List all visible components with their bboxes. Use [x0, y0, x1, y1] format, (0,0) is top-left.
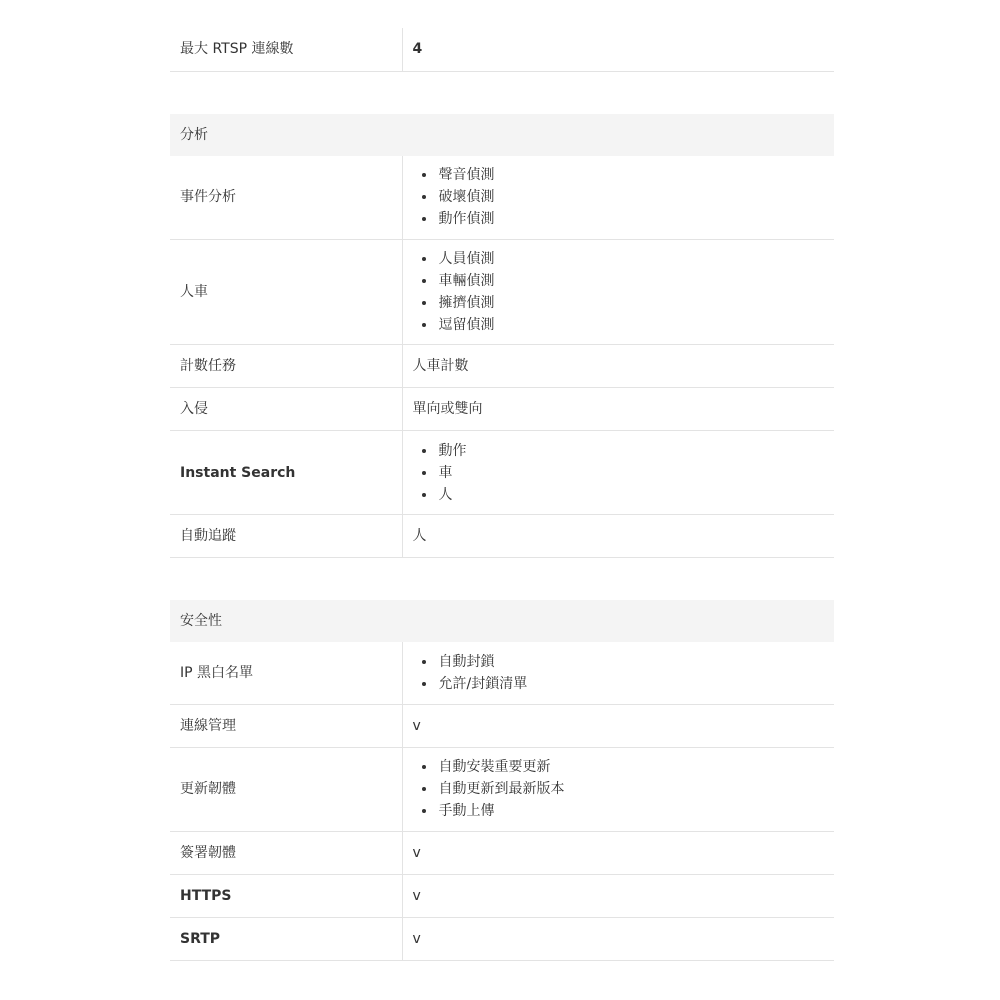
table-row — [170, 345, 834, 388]
bullet-list — [413, 164, 825, 230]
row-value: v — [402, 917, 834, 960]
row-value: 人車計數 — [402, 345, 834, 388]
table-row — [170, 515, 834, 558]
section-title: 安全性 — [170, 600, 834, 642]
row-value: 人 — [402, 515, 834, 558]
table-row — [170, 747, 834, 831]
table-row — [170, 240, 834, 345]
list-item: • 手動上傳 — [437, 800, 825, 822]
row-label: 人車 — [170, 240, 402, 345]
list-item: • 聲音偵測 — [437, 164, 825, 186]
row-label: 事件分析 — [170, 156, 402, 240]
list-item: • 破壞偵測 — [437, 186, 825, 208]
row-value — [402, 156, 834, 240]
list-item: • 人員偵測 — [437, 248, 825, 270]
bullet-list — [413, 440, 825, 506]
table-row — [170, 831, 834, 874]
row-value: 單向或雙向 — [402, 388, 834, 431]
table-row — [170, 388, 834, 431]
table-row — [170, 431, 834, 515]
row-label: 最大 RTSP 連線數 — [170, 28, 402, 71]
bullet-list — [413, 756, 825, 822]
row-label: Instant Search — [170, 431, 402, 515]
list-item: • 擁擠偵測 — [437, 292, 825, 314]
spec-table-container — [170, 28, 834, 961]
row-value — [402, 240, 834, 345]
row-value: 4 — [402, 28, 834, 71]
list-item: • 車輛偵測 — [437, 270, 825, 292]
row-label: 更新韌體 — [170, 747, 402, 831]
row-value — [402, 747, 834, 831]
list-item: • 自動更新到最新版本 — [437, 778, 825, 800]
row-label: 計數任務 — [170, 345, 402, 388]
row-label: 簽署韌體 — [170, 831, 402, 874]
bullet-list — [413, 651, 825, 695]
row-label: HTTPS — [170, 874, 402, 917]
row-value — [402, 431, 834, 515]
table-row — [170, 642, 834, 704]
row-value: v — [402, 831, 834, 874]
table-row — [170, 156, 834, 240]
row-value: v — [402, 704, 834, 747]
row-label: 連線管理 — [170, 704, 402, 747]
row-value: v — [402, 874, 834, 917]
list-item: • 車 — [437, 462, 825, 484]
row-label: 自動追蹤 — [170, 515, 402, 558]
row-value — [402, 642, 834, 704]
table-row — [170, 874, 834, 917]
section-title: 分析 — [170, 114, 834, 156]
spec-table — [170, 28, 834, 961]
list-item: • 動作 — [437, 440, 825, 462]
list-item: • 自動安裝重要更新 — [437, 756, 825, 778]
row-label: 入侵 — [170, 388, 402, 431]
bullet-list — [413, 248, 825, 336]
list-item: • 逗留偵測 — [437, 314, 825, 336]
table-row — [170, 704, 834, 747]
list-item: • 自動封鎖 — [437, 651, 825, 673]
list-item: • 動作偵測 — [437, 208, 825, 230]
table-row — [170, 28, 834, 71]
list-item: • 人 — [437, 484, 825, 506]
section-header-security — [170, 600, 834, 642]
row-label: IP 黑白名單 — [170, 642, 402, 704]
list-item: • 允許/封鎖清單 — [437, 673, 825, 695]
table-row — [170, 917, 834, 960]
row-label: SRTP — [170, 917, 402, 960]
section-header-analysis — [170, 114, 834, 156]
